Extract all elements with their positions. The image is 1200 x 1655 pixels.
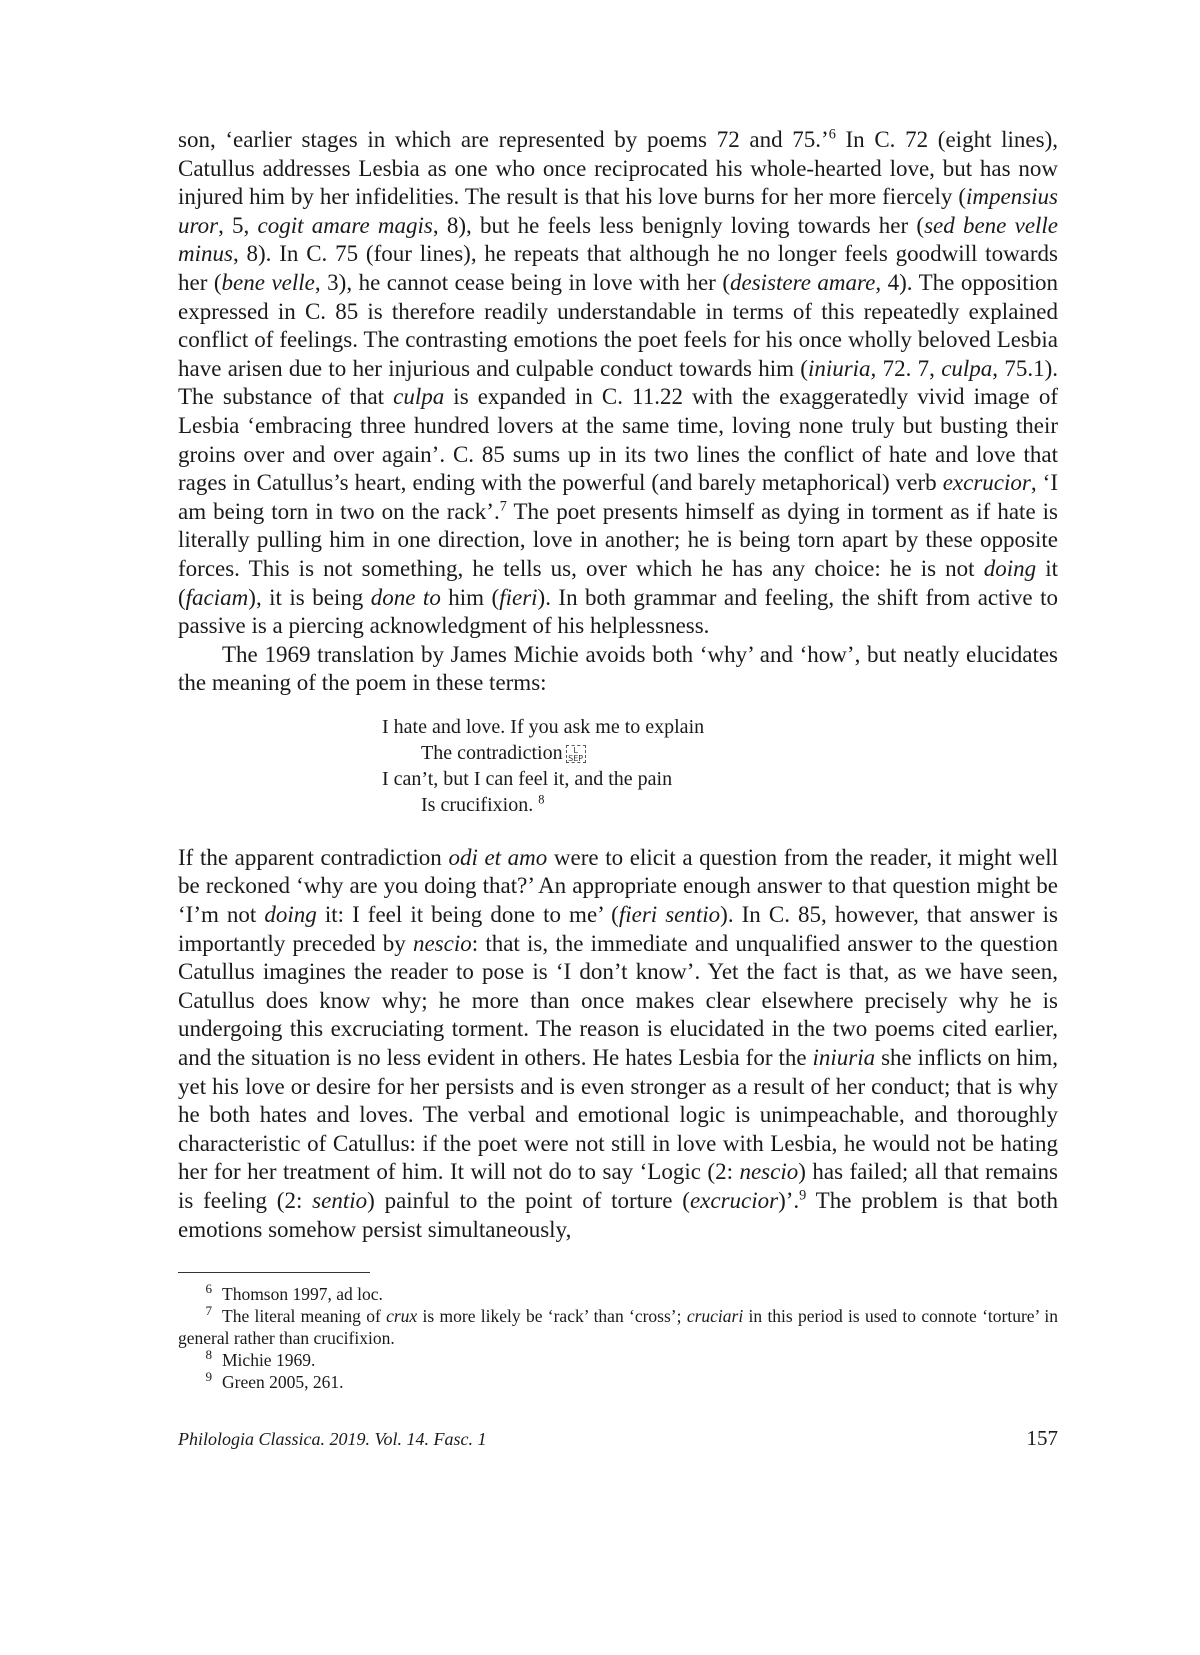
paragraph-1-italic-term: doing [983,555,1037,581]
paragraph-3-italic-term: fieri sentio [618,902,721,928]
footnote-number [178,1349,222,1371]
paragraph-3-text-run: it: I feel it being done to me’ ( [316,902,619,928]
footnote-number [178,1305,222,1327]
paragraph-3-text-run: ) painful to the point of torture ( [367,1188,690,1213]
paragraph-3-italic-term: doing [264,902,317,928]
footnote-6-text-run: Thomson 1997, ad loc. [222,1284,383,1305]
paragraph-3-text-run: : that is, the immediate and unqualified answer to the question Catullus imagines the reader to pose is ‘I don’t know’. Yet the fact is that, as we have seen, Catullus does know why; he more than once makes clear elsewhere precisely why he is undergoing this excruciating torment. The reason is elucidated in the two poems cited earlier, and the situation is no less evident in others. He hates Lesbia for the [178,930,1058,1071]
footnote-7-text-run: is more likely be ‘rack’ than ‘cross’; [417,1306,687,1327]
paragraph-1 [178,126,1058,641]
footnote-number-sup: 6 [205,1281,212,1297]
verse-quotation [382,714,1058,818]
paragraph-1-text-run: In C. 72 (eight lines), Catullus addresses Lesbia as one who once reciprocated his whole-hearted love, but has now injured him by her infidelities. The result is that his love burns for her more fiercely ( [178,127,1058,210]
footnote-ref-6: 6 [828,126,836,143]
paragraph-1-italic-term: impensius uror [178,184,1058,238]
paragraph-1-text-run: , ‘I am being torn in two on the rack’. [178,470,1058,524]
paragraph-1-text-run: , 75.1). The substance of that [178,355,1058,410]
footnote-number [178,1371,222,1393]
paragraph-1-italic-term: iniuria, [807,355,877,381]
footnote-7-italic-term: cruciari [686,1306,744,1327]
paragraph-3-text-run: were to elicit a question from the reader, it might well be reckoned ‘why are you doing that?’ An appropriate enough answer to that question might be ‘I’m not [178,844,1058,928]
paragraph-3-text-run: The problem is that both emotions somehow persist simultaneously, [178,1188,1059,1242]
verse-line-2 [382,740,1058,766]
paragraph-1-text-run: him ( [440,584,500,610]
verse-line-2-text: The contradiction [421,741,563,764]
separator-glyph-bottom: SEP [568,754,584,764]
footnote-number [178,1283,222,1305]
paragraph-3-italic-term: nescio [739,1159,799,1185]
footnote-ref-9: 9 [799,1187,807,1204]
journal-citation: Philologia Classica. 2019. Vol. 14. Fasc. 1 [178,1429,487,1449]
paragraph-1-text-run: , 4). The opposition expressed in C. 85 is therefore readily understandable in terms of this repeatedly explained conflict of feelings. The contrasting emotions the poet feels for his once wholly beloved Lesbia have arisen due to her injurious and culpable conduct towards him ( [178,269,1059,381]
separator-glyph-icon [566,745,586,763]
paragraph-1-text-run: ). In both grammar and feeling, the shift from active to passive is a piercing acknowledgment of his helplessness. [178,584,1058,639]
paragraph-1-italic-term: culpa [393,384,445,410]
paragraph-2 [178,641,1058,698]
footnote-9-text-run: Green 2005, 261. [222,1372,344,1393]
footnote-7-text-run: in this period is used to connote ‘torture’ in general rather than crucifixion. [178,1306,1058,1349]
footnote-divider [178,1272,370,1273]
paragraph-3 [178,844,1058,1244]
paragraph-1-text-run: , 8). In C. 75 (four lines), he repeats that although he no longer feels goodwill towards her ( [178,241,1058,295]
verse-line-1: I hate and love. If you ask me to explain [382,715,705,738]
paragraph-1-italic-term: desistere amare [730,269,876,295]
paragraph-3-text-run: )’. [778,1188,800,1213]
footnote-7-italic-term: crux [386,1306,418,1327]
paragraph-1-text-run: , 3), he cannot cease being in love with her ( [314,269,730,295]
paragraph-3-italic-term: iniuria [812,1045,876,1071]
paragraph-1-text-run: is expanded in C. 11.22 with the exaggeratedly vivid image of Lesbia ‘embracing three hundred lovers at the same time, loving none truly but busting their groins over and over again’. C. 85 sums up in its two lines the conflict of hate and love that rages in Catullus’s heart, ending with the powerful (and barely metaphorical) verb [178,384,1058,496]
footnote-number-sup: 8 [205,1347,212,1363]
paragraph-1-text-run: , 8), but he feels less benignly loving towards her ( [432,212,925,238]
page-body [178,126,1058,1393]
paragraph-1-italic-term: culpa [941,355,993,381]
footnote-7 [178,1305,1058,1349]
paragraph-3-italic-term: odi et amo [448,844,548,870]
paragraph-1-text-run: son, ‘earlier stages in which are represented by poems 72 and 75.’ [178,127,829,152]
page-footer [178,1426,1058,1451]
footnote-7-text-run: The literal meaning of [222,1306,387,1327]
paragraph-1-text-run: ), it is being [248,584,371,610]
paragraph-1-italic-term: done to [370,584,441,610]
paragraph-3-italic-term: nescio [412,930,472,956]
footnote-8-text-run: Michie 1969. [222,1350,316,1371]
footnote-number-sup: 7 [205,1303,212,1319]
paragraph-1-italic-term: faciam [185,584,249,610]
footnote-8 [178,1349,1058,1371]
paragraph-1-italic-term: cogit amare magis [257,212,433,238]
paragraph-1-text-run: , 5, [218,212,258,238]
paragraph-1-text-run: The poet presents himself as dying in torment as if hate is literally pulling him in one direction, love in another; he is being torn apart by these opposite forces. This is not something, he tells us, over which he has any choice: he is not [178,498,1058,581]
separator-glyph-top: L [573,746,578,756]
footnote-number-sup: 9 [205,1369,212,1385]
footnote-9 [178,1371,1058,1393]
verse-line-3: I can’t, but I can feel it, and the pain [382,767,673,790]
paragraph-3-italic-term: excrucior [689,1188,779,1213]
paragraph-3-text-run: ). In C. 85, however, that answer is importantly preceded by [178,902,1058,956]
paragraph-1-italic-term: sed bene velle minus [178,212,1059,267]
paragraph-1-italic-term: fieri [499,584,538,610]
verse-line-4 [382,792,1058,818]
paragraph-3-text-run: If the apparent contradiction [178,844,449,870]
footnote-ref-7: 7 [499,498,507,515]
footnotes [178,1283,1058,1393]
paragraph-1-italic-term: excrucior [942,470,1031,496]
paragraph-2-text-run: The 1969 translation by James Michie avoids both ‘why’ and ‘how’, but neatly elucidates the meaning of the poem in these terms: [178,641,1058,696]
footnote-6 [178,1283,1058,1305]
paragraph-1-italic-term: bene velle [221,269,315,295]
footnote-ref-8: 8 [538,792,545,807]
paragraph-3-text-run: she inflicts on him, yet his love or desire for her persists and is even stronger as a result of her conduct; that is why he both hates and loves. The verbal and emotional logic is unimpeachable, and thoroughly characteristic of Catullus: if the poet were not still in love with Lesbia, he would not be hating her for her treatment of him. It will not do to say ‘Logic (2: [178,1045,1058,1185]
paragraph-3-italic-term: sentio [312,1188,368,1213]
paragraph-1-text-run: it ( [178,555,1058,610]
paragraph-3-text-run: ) has failed; all that remains is feeling (2: [178,1159,1058,1213]
paragraph-1-text-run: 72. 7, [876,355,942,381]
page-number: 157 [1026,1426,1058,1450]
verse-line-4-text: Is crucifixion. [421,793,539,816]
